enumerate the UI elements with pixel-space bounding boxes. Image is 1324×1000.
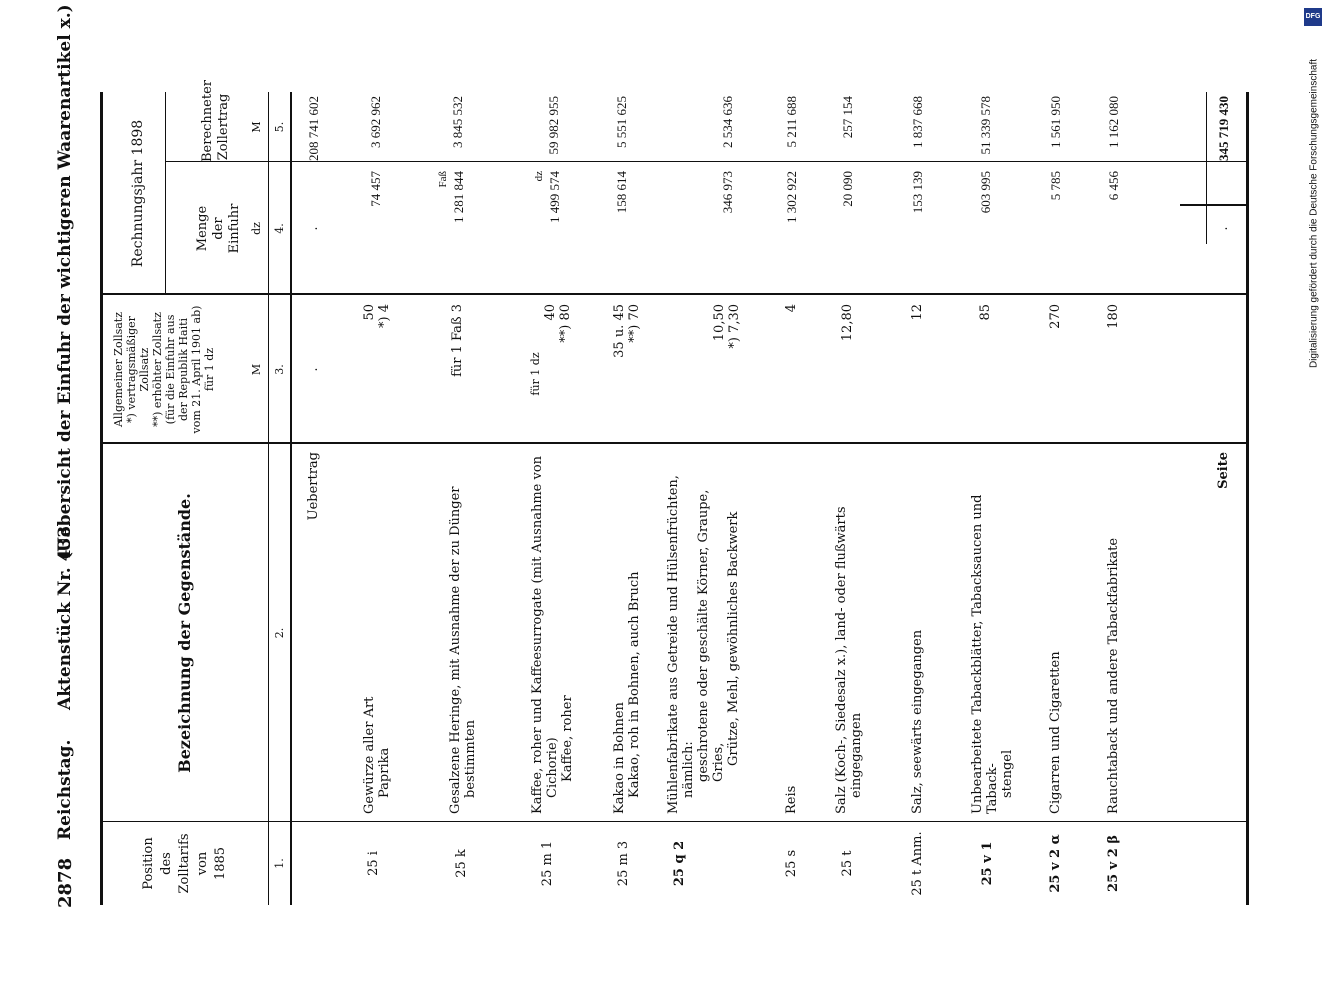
- row-duty: für 1 Faß 3: [450, 304, 465, 377]
- row-quantity: 6 456: [1106, 171, 1121, 201]
- row-revenue: 5 211 688: [784, 96, 799, 148]
- row-duty: 12: [910, 304, 925, 321]
- unit-revenue: M: [250, 121, 263, 133]
- col-rule-4: [165, 161, 1246, 162]
- row-position: 25 k: [454, 849, 469, 878]
- row-description: [834, 454, 864, 814]
- row-position: 25 v 1: [980, 841, 995, 886]
- row-duty: 12,80: [840, 304, 855, 342]
- header-position-line: Position: [141, 837, 156, 890]
- row-description-line: Rauchtaback und andere Tabackfabrikate: [1106, 537, 1121, 814]
- total-label: Seite: [1216, 452, 1231, 489]
- total-rule: [1206, 92, 1207, 244]
- row-description: [1048, 454, 1063, 814]
- row-duty: [612, 304, 642, 444]
- row-revenue: 257 154: [840, 96, 855, 139]
- header-position-line: von: [195, 851, 210, 876]
- row-description-line: Grütze, Mehl, gewöhnliches Backwerk: [726, 511, 741, 766]
- col-number-3: 3.: [273, 364, 286, 375]
- row-position: 25 m 1: [540, 840, 555, 887]
- col-rule-2: [100, 442, 1246, 444]
- row-description-line: nämlich:: [681, 741, 696, 798]
- document-subtitle: (Uebersicht der Einfuhr der wichtigeren Waarenartikel x.): [55, 4, 75, 560]
- header-position-line: Zolltarifs: [177, 833, 192, 894]
- dfg-logo: DFG: [1304, 8, 1322, 26]
- row-description-line: stengel: [1000, 749, 1015, 798]
- dfg-credit-text: Digitalisierung gefördert durch die Deutsche Forschungsgemeinschaft: [1308, 58, 1320, 369]
- header-description: Bezeichnung der Gegenstände.: [175, 493, 194, 773]
- row-description-line: Unbearbeitete Tabackblätter, Tabacksaucen und Taback-: [970, 494, 1000, 814]
- row-quantity: [436, 171, 466, 295]
- header-quantity-line: Menge: [195, 205, 210, 252]
- header-duty-line: für 1 dz: [203, 347, 216, 392]
- page-number: 2878: [55, 857, 76, 908]
- row-description: [362, 514, 392, 814]
- row-position: 25 v 2 β: [1106, 835, 1121, 892]
- row-quantity: 5 785: [1048, 171, 1063, 201]
- row-description: [910, 454, 925, 814]
- header-duty: [112, 295, 216, 444]
- col-number-4: 4.: [273, 223, 286, 234]
- header-revenue-line: Berechneter: [200, 79, 215, 162]
- row-description: [1106, 454, 1121, 814]
- row-duty-line: *) 4: [377, 304, 392, 328]
- header-duty-line: der Republik Haiti: [177, 317, 190, 422]
- row-quantity-value: 1 281 844: [451, 171, 466, 223]
- row-position: 25 t Anm.: [910, 831, 925, 896]
- row-duty: 85: [978, 304, 993, 321]
- row-position: 25 i: [366, 851, 381, 876]
- row-duty: 270: [1048, 304, 1063, 329]
- row-quantity: 346 973: [720, 171, 735, 214]
- rule-colnum-bottom: [290, 92, 292, 905]
- header-position-line: des: [159, 852, 174, 875]
- row-revenue: 51 339 578: [978, 96, 993, 155]
- header-position-line: 1885: [213, 846, 228, 881]
- row-duty: 180: [1106, 304, 1121, 329]
- carry-forward-label: Uebertrag: [306, 452, 321, 521]
- row-description: [784, 454, 799, 814]
- row-duty-line: *) 7,30: [727, 304, 742, 349]
- header-quantity: [195, 162, 243, 295]
- row-duty-line: **) 70: [627, 304, 642, 343]
- row-duty: [528, 304, 573, 444]
- row-description-line: Gesalzene Heringe, mit Ausnahme der zu Dünger: [448, 486, 463, 814]
- row-quantity: 74 457: [368, 171, 383, 207]
- total-revenue: 345 719 430: [1216, 96, 1231, 161]
- row-description-line: Reis: [784, 785, 799, 814]
- row-description-line: Kaffee, roher: [560, 695, 575, 782]
- row-description-line: bestimmten: [463, 719, 478, 798]
- header-duty-line: vom 21. April 1901 ab): [190, 305, 203, 434]
- header-revenue: [200, 79, 232, 162]
- header-duty-line: **) erhöhter Zollsatz: [151, 312, 164, 427]
- unit-duty: M: [250, 363, 263, 376]
- row-quantity-unit: dz: [533, 171, 545, 182]
- header-position: [140, 822, 230, 905]
- header-duty-line: Allgemeiner Zollsatz: [112, 311, 125, 428]
- row-description-line: Kakao in Bohnen: [612, 702, 627, 814]
- row-description: [666, 454, 741, 814]
- row-revenue: 1 837 668: [910, 96, 925, 148]
- header-duty-line: *) vertragsmäßiger: [125, 316, 138, 423]
- rule-bottom: [1246, 92, 1249, 905]
- row-description-line: Salz, seewärts eingegangen: [910, 629, 925, 814]
- row-quantity: 603 995: [978, 171, 993, 214]
- row-revenue: 59 982 955: [546, 96, 561, 155]
- header-quantity-line: der: [211, 217, 226, 240]
- col-rule-3: [100, 293, 1246, 295]
- row-description-line: eingegangen: [849, 712, 864, 798]
- row-description-line: Kaffee, roher und Kaffeesurrogate (mit Ausnahme von: [530, 455, 545, 814]
- row-quantity: 158 614: [614, 171, 629, 214]
- row-quantity: [532, 171, 562, 295]
- row-duty-line: 40: [543, 304, 558, 321]
- row-duty-line: 50: [362, 304, 377, 321]
- row-position: 25 s: [784, 849, 799, 878]
- row-duty: [712, 304, 742, 444]
- row-description-line: geschrotene oder geschälte Körner, Graupe, Gries,: [696, 489, 726, 782]
- rule-header-bottom: [268, 92, 269, 905]
- row-description-line: Kakao, roh in Bohnen, auch Bruch: [627, 571, 642, 798]
- row-revenue: 3 845 532: [450, 96, 465, 148]
- row-position: 25 m 3: [616, 840, 631, 887]
- row-position: 25 v 2 α: [1048, 834, 1063, 893]
- header-year-group: Rechnungsjahr 1898: [130, 119, 146, 268]
- dfg-credit-strip: [1304, 8, 1322, 408]
- row-description: [612, 454, 642, 814]
- carry-forward-revenue: 208 741 602: [306, 96, 321, 161]
- rule-year-group: [165, 92, 166, 295]
- row-description: [448, 454, 478, 814]
- row-revenue: 3 692 962: [368, 96, 383, 148]
- document-title: Aktenstück Nr. 433.: [55, 519, 75, 710]
- row-revenue: 1 561 950: [1048, 96, 1063, 148]
- row-description-line: Salz (Koch-, Siedesalz x.), land- oder flußwärts: [834, 506, 849, 814]
- col-number-1: 1.: [273, 858, 286, 869]
- total-bracket: [1180, 204, 1246, 206]
- header-duty-line: (für die Einfuhr aus: [164, 314, 177, 425]
- header-quantity-line: Einfuhr: [227, 203, 242, 254]
- running-head: Reichstag.: [55, 739, 75, 840]
- row-description-line: Gewürze aller Art: [362, 696, 377, 814]
- row-duty-line: **) 80: [558, 304, 573, 343]
- row-quantity: 20 090: [840, 171, 855, 207]
- row-quantity: 1 302 922: [784, 171, 799, 223]
- row-duty: 4: [784, 304, 799, 313]
- rule-top: [100, 92, 103, 905]
- row-quantity-unit: Faß: [437, 171, 449, 188]
- carry-forward-quantity: .: [306, 226, 321, 231]
- col-number-2: 2.: [273, 627, 286, 639]
- header-duty-line: Zollsatz: [138, 347, 151, 392]
- header-revenue-line: Zollertrag: [216, 93, 231, 161]
- col-number-5: 5.: [273, 121, 286, 133]
- row-duty: [362, 304, 392, 444]
- row-revenue: 2 534 636: [720, 96, 735, 148]
- row-quantity: 153 139: [910, 171, 925, 214]
- row-position: 25 t: [840, 850, 855, 877]
- row-description-line: Cichorie): [545, 737, 560, 798]
- row-duty-line: 10,50: [712, 304, 727, 342]
- unit-quantity: dz: [250, 222, 263, 235]
- row-description-line: Cigarren und Cigaretten: [1048, 651, 1063, 814]
- row-quantity-value: 1 499 574: [547, 171, 562, 223]
- row-revenue: 5 551 625: [614, 96, 629, 148]
- row-description-line: Mühlenfabrikate aus Getreide und Hülsenfrüchten,: [666, 475, 681, 814]
- row-description-line: Paprika: [377, 747, 392, 798]
- row-description: [530, 454, 575, 814]
- row-duty-line: 35 u. 45: [612, 304, 627, 358]
- row-duty-line: für 1 dz: [529, 352, 542, 396]
- total-quantity: .: [1216, 226, 1231, 231]
- row-description: [970, 454, 1015, 814]
- carry-forward-duty: .: [306, 367, 321, 372]
- row-revenue: 1 162 080: [1106, 96, 1121, 148]
- row-position: 25 q 2: [672, 840, 687, 887]
